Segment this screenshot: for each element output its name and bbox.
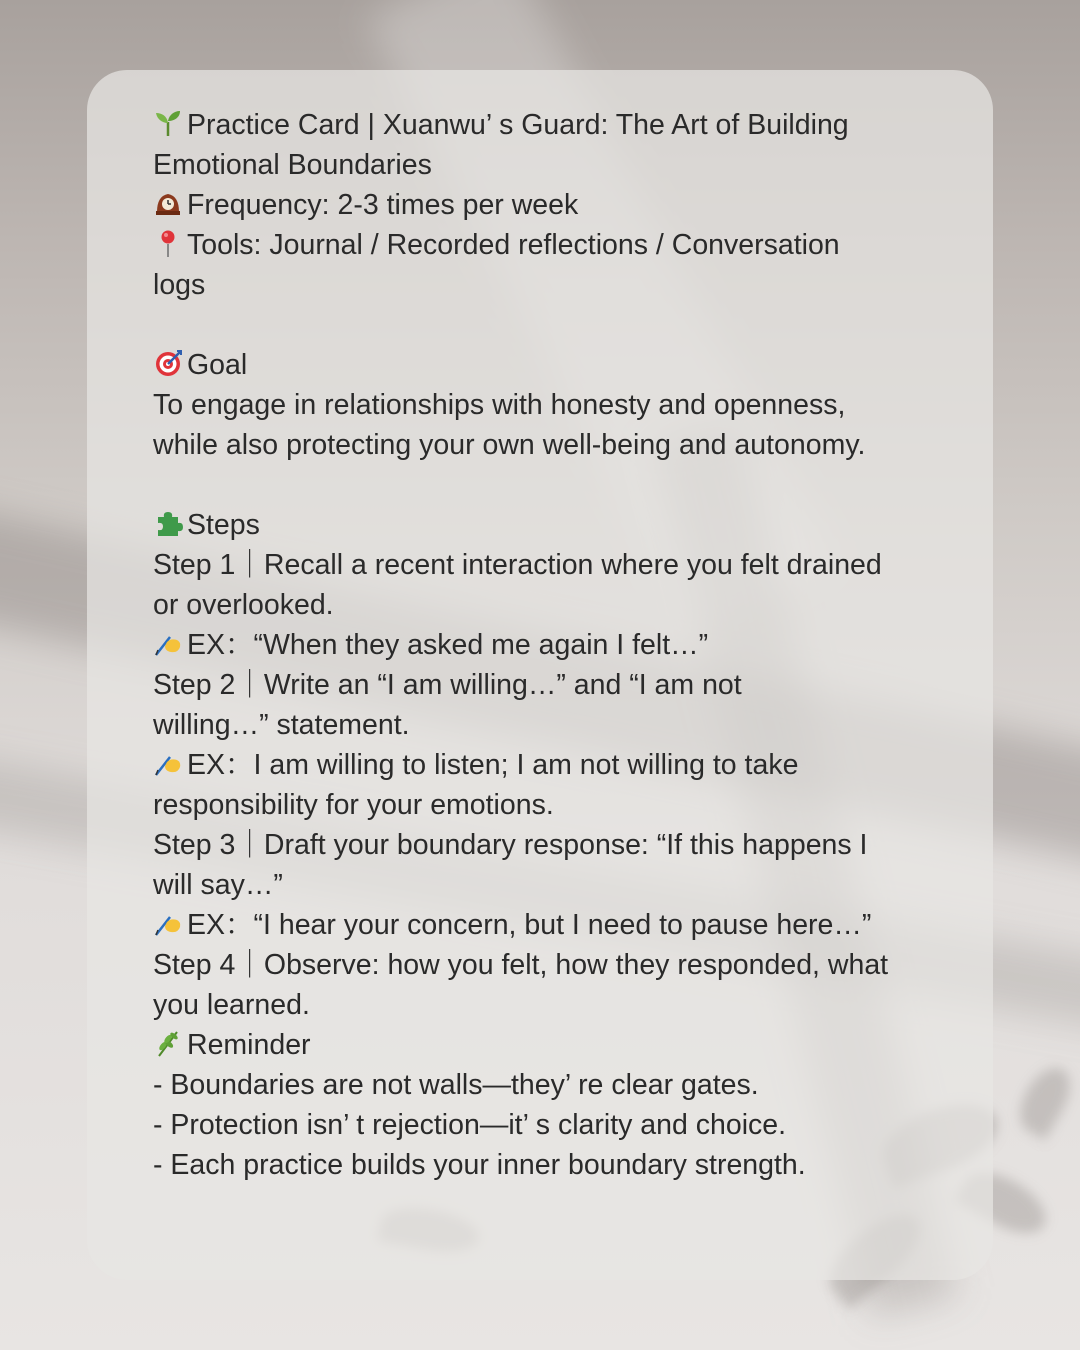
- step-2: Step 2｜Write an “I am willing…” and “I am not: [153, 669, 742, 701]
- goal-text-continued: while also protecting your own well-being and autonomy.: [153, 429, 866, 461]
- goal-heading-line: [153, 345, 933, 385]
- example-3-line: [153, 905, 933, 945]
- step-3: Step 3｜Draft your boundary response: “If this happens I: [153, 829, 868, 861]
- step-4: Step 4｜Observe: how you felt, how they responded, what: [153, 949, 889, 981]
- tools-text-continued: logs: [153, 269, 206, 301]
- herb-icon: [153, 1028, 183, 1058]
- puzzle-piece-icon: [153, 508, 183, 538]
- frequency-line: [153, 185, 933, 225]
- spacer: [153, 465, 933, 505]
- step-4-continued: you learned.: [153, 989, 310, 1021]
- tools-line: [153, 225, 933, 265]
- example-1-line: [153, 625, 933, 665]
- example-3-text: EX：“I hear your concern, but I need to pause here…”: [187, 909, 872, 941]
- step-3-continued: will say…”: [153, 869, 283, 901]
- example-1-text: EX：“When they asked me again I felt…”: [187, 629, 709, 661]
- frequency-text: Frequency: 2-3 times per week: [187, 189, 579, 221]
- round-pushpin-icon: [153, 228, 183, 258]
- practice-card: [87, 70, 993, 1280]
- example-2-text: EX：I am willing to listen; I am not willing to take: [187, 749, 799, 781]
- steps-heading: Steps: [187, 509, 260, 541]
- card-title: Practice Card | Xuanwu’ s Guard: The Art of Building: [187, 109, 849, 141]
- reminder-heading: Reminder: [187, 1029, 311, 1061]
- reminder-item: - Protection isn’ t rejection—it’ s clarity and choice.: [153, 1109, 787, 1141]
- seedling-icon: [153, 108, 183, 138]
- goal-text: To engage in relationships with honesty and openness,: [153, 389, 846, 421]
- card-content: [153, 105, 933, 1185]
- mantelpiece-clock-icon: [153, 188, 183, 218]
- step-1: Step 1｜Recall a recent interaction where you felt drained: [153, 549, 882, 581]
- reminder-item: - Each practice builds your inner boundary strength.: [153, 1149, 806, 1181]
- writing-hand-icon: [153, 628, 183, 658]
- step-2-continued: willing…” statement.: [153, 709, 410, 741]
- leaf-shadow: [1010, 1060, 1080, 1141]
- goal-heading: Goal: [187, 349, 248, 381]
- writing-hand-icon: [153, 908, 183, 938]
- reminder-item: - Boundaries are not walls—they’ re clear gates.: [153, 1069, 759, 1101]
- step-1-continued: or overlooked.: [153, 589, 334, 621]
- spacer: [153, 305, 933, 345]
- tools-text: Tools: Journal / Recorded reflections / Conversation: [187, 229, 840, 261]
- card-title-continued: Emotional Boundaries: [153, 149, 432, 181]
- reminder-heading-line: [153, 1025, 933, 1065]
- direct-hit-target-icon: [153, 348, 183, 378]
- example-2-line: [153, 745, 933, 785]
- steps-heading-line: [153, 505, 933, 545]
- example-2-continued: responsibility for your emotions.: [153, 789, 554, 821]
- writing-hand-icon: [153, 748, 183, 778]
- title-line: [153, 105, 933, 145]
